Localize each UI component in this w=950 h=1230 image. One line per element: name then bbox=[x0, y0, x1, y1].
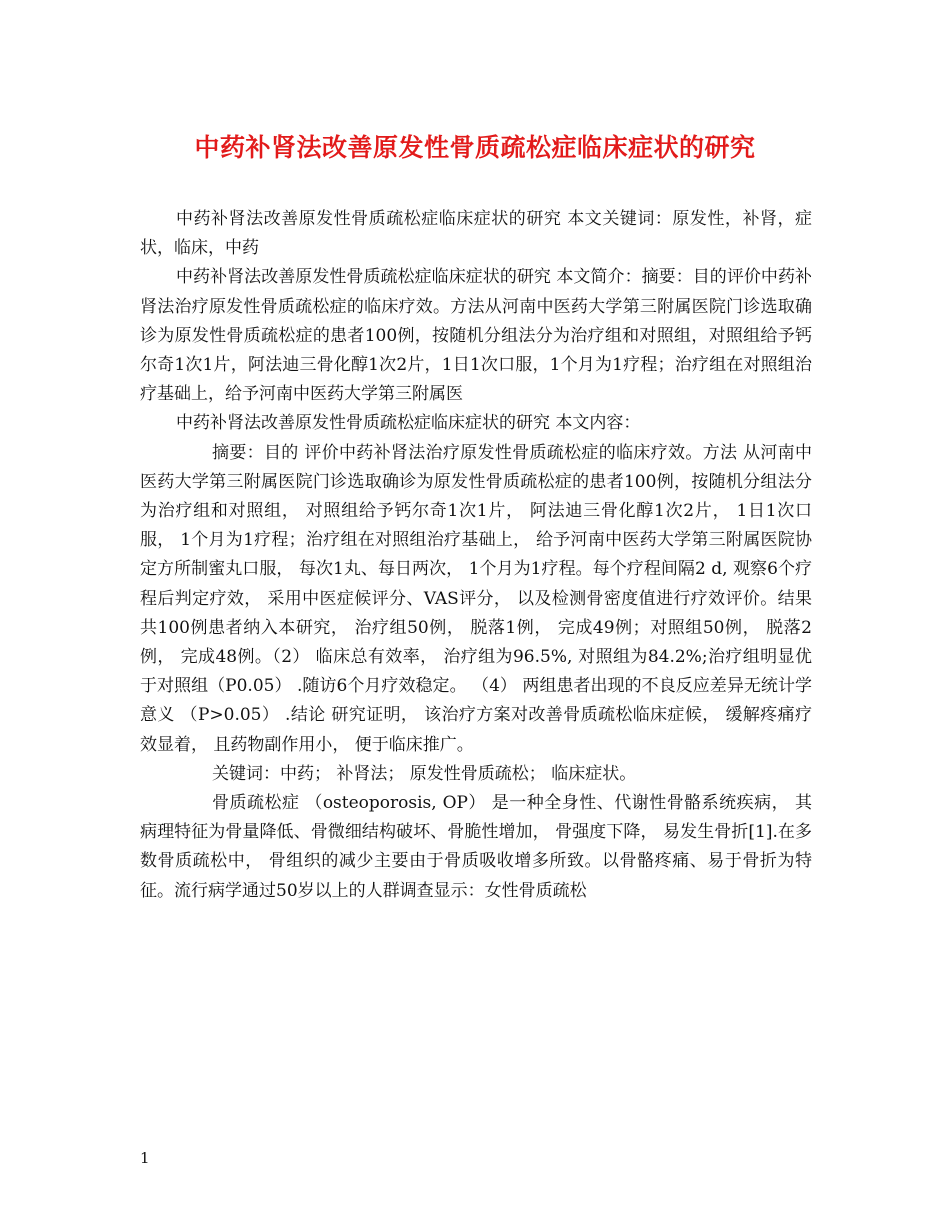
page-number: 1 bbox=[140, 1149, 150, 1167]
keywords-paragraph: 中药补肾法改善原发性骨质疏松症临床症状的研究 本文关键词：原发性，补肾，症状，临床，中药 bbox=[140, 209, 812, 259]
document-title: 中药补肾法改善原发性骨质疏松症临床症状的研究 bbox=[194, 133, 756, 162]
osteoporosis-paragraph: 骨质疏松症 （osteoporosis, OP） 是一种全身性、代谢性骨骼系统疾病， 其病理特征为骨量降低、骨微细结构破坏、骨脆性增加， 骨强度下降， 易发生骨折[1].在多数骨质疏松中， 骨组织的减少主要由于骨质吸收增多所致。以骨骼疼痛、易于骨折为特征。流行病学通过50岁以上的人群调查显示：女性骨质疏松 bbox=[140, 793, 812, 901]
abstract-paragraph: 摘要：目的 评价中药补肾法治疗原发性骨质疏松症的临床疗效。方法 从河南中医药大学第三附属医院门诊选取确诊为原发性骨质疏松症的患者100例，按随机分组法分为治疗组和对照组， 对照组给予钙尔奇1次1片， 阿法迪三骨化醇1次2片， 1日1次口服， 1个月为1疗程；治疗组在对照组治疗基础上， 给予河南中医药大学第三附属医院协定方所制蜜丸口服， 每次1丸、每日两次， 1个月为1疗程。每个疗程间隔2 d, 观察6个疗程后判定疗效， 采用中医症候评分、VAS评分， 以及检测骨密度值进行疗效评价。结果 共100例患者纳入本研究， 治疗组50例， 脱落1例， 完成49例；对照组50例， 脱落2例， 完成48例。（2） 临床总有效率， 治疗组为96.5%, 对照组为84.2%;治疗组明显优于对照组（P0.05） .随访6个月疗效稳定。 （4） 两组患者出现的不良反应差异无统计学意义 （P>0.05） .结论 研究证明， 该治疗方案对改善骨质疏松临床症候， 缓解疼痛疗效显着， 且药物副作用小， 便于临床推广。 bbox=[140, 442, 812, 755]
intro-paragraph: 中药补肾法改善原发性骨质疏松症临床症状的研究 本文简介：摘要：目的评价中药补肾法治疗原发性骨质疏松症的临床疗效。方法从河南中医药大学第三附属医院门诊选取确诊为原发性骨质疏松症的患者100例，按随机分组法分为治疗组和对照组，对照组给予钙尔奇1次1片，阿法迪三骨化醇1次2片，1日1次口服，1个月为1疗程；治疗组在对照组治疗基础上，给予河南中医药大学第三附属医 bbox=[140, 267, 812, 405]
content-heading: 中药补肾法改善原发性骨质疏松症临床症状的研究 本文内容： bbox=[176, 413, 641, 434]
document-body bbox=[140, 205, 812, 906]
keywords-line: 关键词：中药； 补肾法； 原发性骨质疏松； 临床症状。 bbox=[212, 763, 637, 784]
